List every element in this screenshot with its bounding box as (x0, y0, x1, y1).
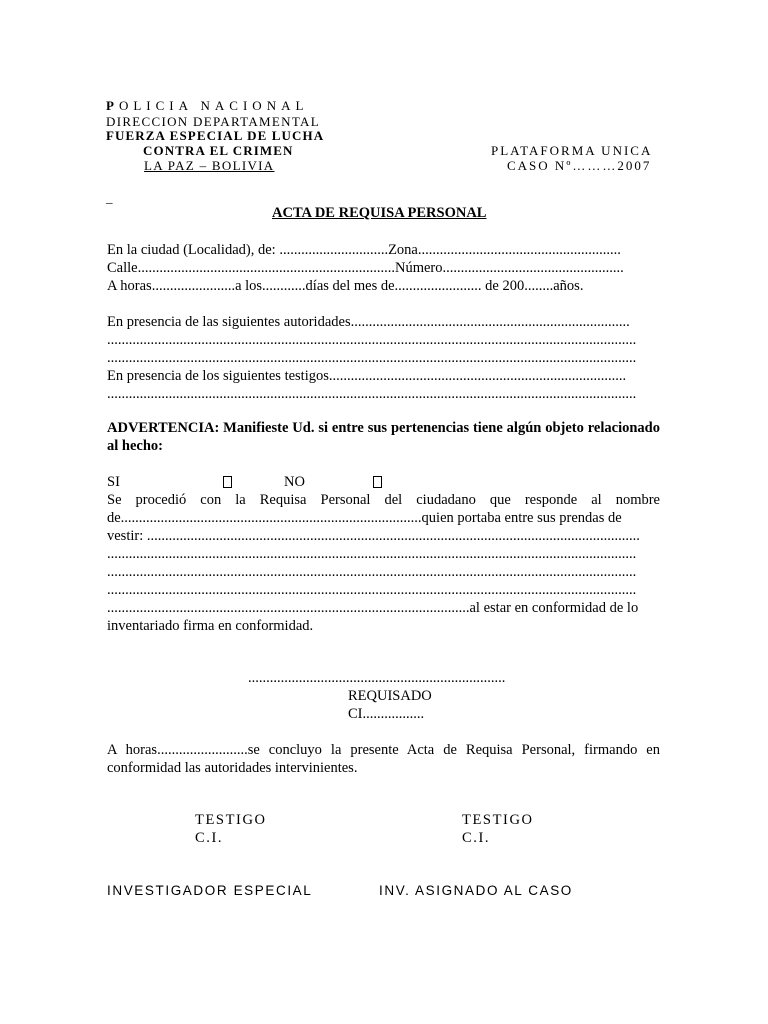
location-line-2: Calle.......................................................................Número.................................................. (107, 260, 624, 276)
investigator-especial: INVESTIGADOR ESPECIAL (107, 883, 313, 898)
requisado-ci: CI................. (348, 706, 425, 722)
authorities-line-2: .................................................................................................................................................. (107, 332, 637, 348)
witnesses-line-2: .................................................................................................................................................. (107, 386, 637, 402)
authorities-line-1: En presencia de las siguientes autoridades............................................................................. (107, 314, 630, 330)
header-caso: CASO Nº………2007 (507, 158, 652, 173)
header-plataforma: PLATAFORMA UNICA (491, 143, 653, 158)
document-title: ACTA DE REQUISA PERSONAL (272, 205, 487, 221)
requisado-signature-line: ....................................................................... (248, 670, 506, 686)
witness-1-ci: C.I. (195, 830, 224, 846)
search-line-1: Se procedió con la Requisa Personal del ciudadano que responde al nombre (107, 492, 660, 508)
header-fuerza: FUERZA ESPECIAL DE LUCHA (106, 128, 325, 143)
checkbox-icon[interactable] (373, 476, 382, 488)
warning-text: ADVERTENCIA: Manifieste Ud. si entre sus pertenencias tiene algún objeto relacionado al hecho: (107, 420, 660, 454)
header-police-line (106, 97, 308, 114)
investigator-asignado: INV. ASIGNADO AL CASO (379, 883, 573, 898)
search-line-3: vestir: ........................................................................................................................................ (107, 528, 640, 544)
conclusion-line-1: A horas.........................se concluyo la presente Acta de Requisa Personal, firmando en (107, 742, 660, 758)
header-police-rest: OLICIA NACIONAL (118, 98, 309, 113)
witness-2-label: TESTIGO (462, 812, 534, 828)
location-line-1: En la ciudad (Localidad), de: ..............................Zona........................................................ (107, 242, 621, 258)
option-no-label: NO (284, 474, 305, 490)
witness-2-ci: C.I. (462, 830, 491, 846)
authorities-line-3: .................................................................................................................................................. (107, 350, 637, 366)
witness-1-label: TESTIGO (195, 812, 267, 828)
header-first-letter: P (106, 98, 119, 113)
search-line-5: .................................................................................................................................................. (107, 564, 637, 580)
requisado-label: REQUISADO (348, 688, 432, 704)
header-dash: _ (106, 190, 113, 205)
location-line-3: A horas.......................a los............días del mes de........................ de 200........años. (107, 278, 584, 294)
search-line-8: inventariado firma en conformidad. (107, 618, 314, 634)
witnesses-line-1: En presencia de los siguientes testigos.................................................................................. (107, 368, 627, 384)
header-contra: CONTRA EL CRIMEN (143, 143, 294, 158)
search-line-4: .................................................................................................................................................. (107, 546, 637, 562)
conclusion-line-2: conformidad las autoridades intervinientes. (107, 760, 358, 776)
header-direccion: DIRECCION DEPARTAMENTAL (106, 114, 320, 129)
option-si-label: SI (107, 474, 120, 490)
search-line-6: .................................................................................................................................................. (107, 582, 637, 598)
header-la-paz: LA PAZ – BOLIVIA (144, 158, 275, 173)
checkbox-icon[interactable] (223, 476, 232, 488)
search-line-7: ....................................................................................................al estar en conformidad de lo (107, 600, 639, 616)
search-line-2: de...................................................................................quien portaba entre sus prendas de (107, 510, 622, 526)
